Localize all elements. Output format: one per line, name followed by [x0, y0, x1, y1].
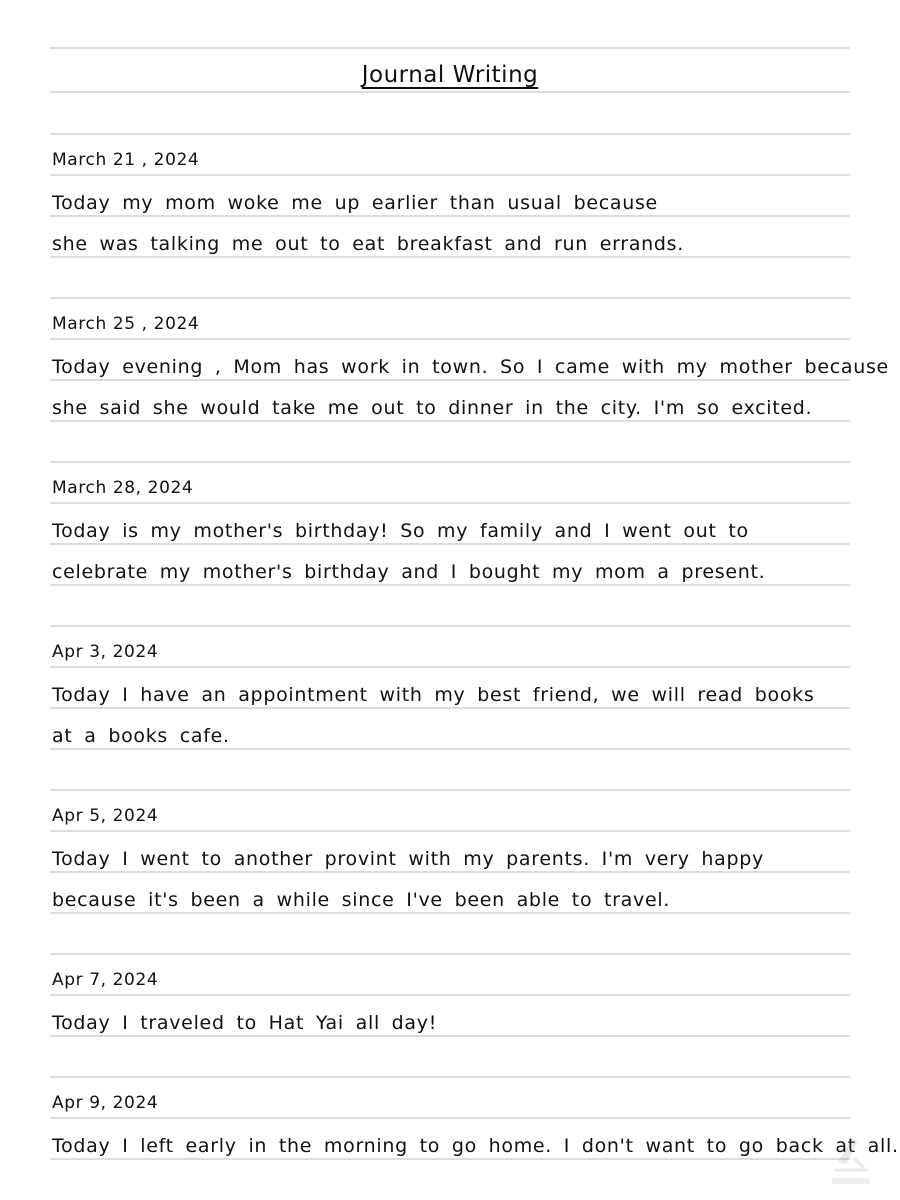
- entry-date: March 21 , 2024: [52, 150, 200, 170]
- ruled-line: [50, 584, 850, 586]
- ruled-line: [50, 379, 850, 381]
- entry-date: March 28, 2024: [52, 478, 194, 498]
- entry-text-line: Today I traveled to Hat Yai all day!: [52, 1012, 438, 1034]
- entry-date: Apr 3, 2024: [52, 642, 159, 662]
- ruled-line: [50, 666, 850, 668]
- ruled-line: [50, 871, 850, 873]
- ruled-line: [50, 215, 850, 217]
- ruled-line: [50, 994, 850, 996]
- ruled-line: [50, 256, 850, 258]
- entry-text-line: because it's been a while since I've been able to travel.: [52, 889, 671, 911]
- page-title: [0, 62, 900, 88]
- ruled-line: [50, 1158, 850, 1160]
- ruled-line: [50, 1035, 850, 1037]
- ruled-line: [50, 707, 850, 709]
- ruled-line: [50, 789, 850, 791]
- ruled-line: [50, 174, 850, 176]
- entry-text-line: Today I have an appointment with my best friend, we will read books: [52, 684, 815, 706]
- entry-text-line: Today I went to another provint with my parents. I'm very happy: [52, 848, 764, 870]
- entry-text-line: at a books cafe.: [52, 725, 230, 747]
- ruled-line: [50, 1117, 850, 1119]
- ruled-line: [50, 830, 850, 832]
- ruled-line: [50, 1076, 850, 1078]
- entry-text-line: Today is my mother's birthday! So my family and I went out to: [52, 520, 749, 542]
- entry-text-line: Today I left early in the morning to go home. I don't want to go back at all.: [52, 1135, 899, 1157]
- ruled-line: [50, 420, 850, 422]
- entry-text-line: she was talking me out to eat breakfast and run errands.: [52, 233, 685, 255]
- ruled-line: [50, 953, 850, 955]
- ruled-line: [50, 338, 850, 340]
- ruled-line: [50, 91, 850, 93]
- entry-date: Apr 9, 2024: [52, 1093, 159, 1113]
- entry-date: March 25 , 2024: [52, 314, 200, 334]
- kilanotes-logo-icon: [828, 1128, 874, 1190]
- ruled-line: [50, 543, 850, 545]
- entry-date: Apr 5, 2024: [52, 806, 159, 826]
- ruled-line: [50, 133, 850, 135]
- ruled-line: [50, 461, 850, 463]
- entry-text-line: Today evening , Mom has work in town. So I came with my mother because: [52, 356, 889, 378]
- ruled-line: [50, 502, 850, 504]
- entry-text-line: celebrate my mother's birthday and I bought my mom a present.: [52, 561, 766, 583]
- entry-text-line: she said she would take me out to dinner in the city. I'm so excited.: [52, 397, 813, 419]
- ruled-line: [50, 748, 850, 750]
- entry-text-line: Today my mom woke me up earlier than usual because: [52, 192, 658, 214]
- ruled-line: [50, 47, 850, 49]
- entry-date: Apr 7, 2024: [52, 970, 159, 990]
- ruled-line: [50, 912, 850, 914]
- ruled-line: [50, 625, 850, 627]
- ruled-line: [50, 297, 850, 299]
- page-title-text: Journal Writing: [361, 62, 539, 88]
